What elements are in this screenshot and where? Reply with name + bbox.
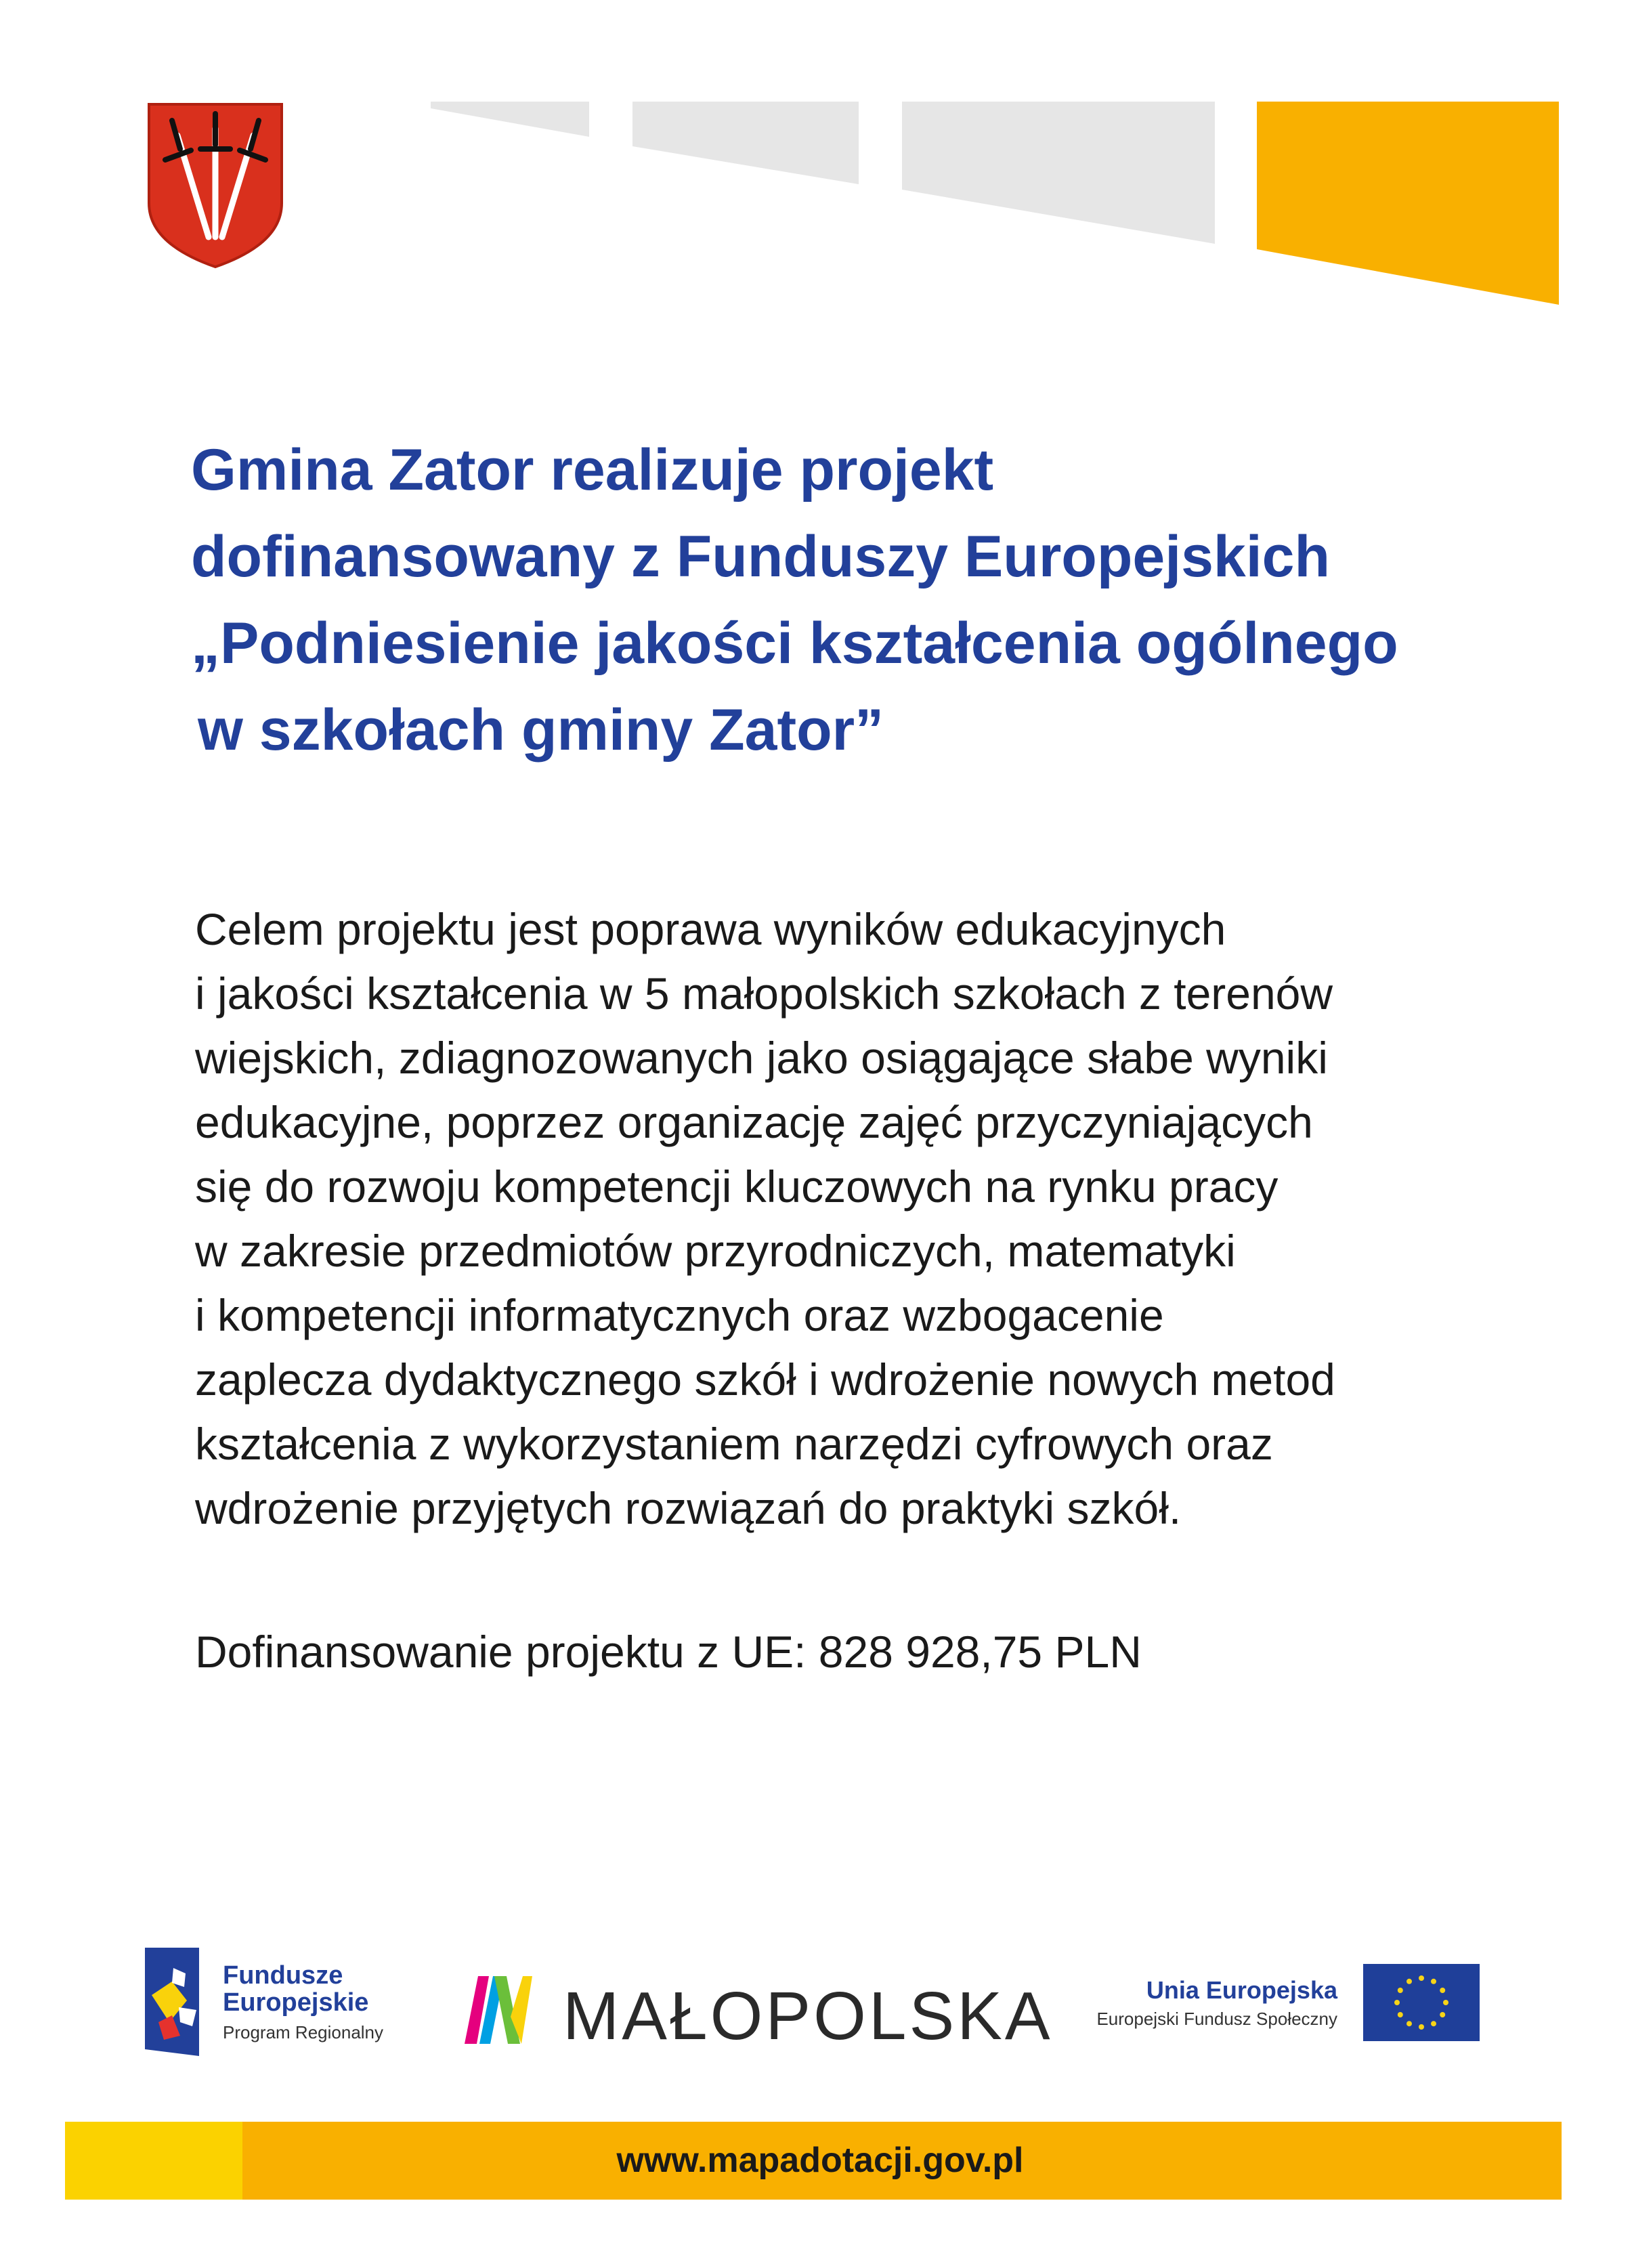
- malopolska-m-logo-icon: [465, 1969, 546, 2051]
- body-line-10: wdrożenie przyjętych rozwiązań do praktyki szkół.: [195, 1483, 1182, 1533]
- ue-logo-line-2: Europejski Fundusz Społeczny: [1096, 2009, 1337, 2029]
- decorative-header-bars: [427, 102, 1564, 312]
- body-line-7: i kompetencji informatycznych oraz wzbogacenie: [195, 1290, 1164, 1340]
- fe-logo-line-1: Fundusze: [223, 1961, 343, 1990]
- eu-star-icon: [1406, 1979, 1412, 1984]
- eu-star-icon: [1440, 1988, 1445, 1993]
- body-line-8: zaplecza dydaktycznego szkół i wdrożenie nowych metod: [195, 1354, 1335, 1405]
- malopolska-logo: [465, 1964, 1053, 2055]
- body-line-1: Celem projektu jest poprawa wyników edukacyjnych: [195, 904, 1226, 954]
- title-line-3: „Podniesienie jakości kształcenia ogólnego: [191, 611, 1398, 676]
- footer-website-link[interactable]: www.mapadotacji.gov.pl: [616, 2141, 1024, 2180]
- body-line-5: się do rozwoju kompetencji kluczowych na rynku pracy: [195, 1161, 1279, 1212]
- eu-star-icon: [1419, 2024, 1424, 2030]
- eu-flag-icon: [1363, 1964, 1480, 2041]
- eu-star-icon: [1443, 2000, 1448, 2005]
- ue-logo-line-1: Unia Europejska: [1146, 1976, 1337, 2004]
- eu-star-icon: [1431, 1979, 1436, 1984]
- footer-bar: [65, 2122, 1562, 2200]
- body-line-2: i jakości kształcenia w 5 małopolskich szkołach z terenów: [195, 968, 1333, 1019]
- fundusze-europejskie-logo-icon: [145, 1948, 206, 2056]
- page-title: [191, 427, 1545, 773]
- eu-star-icon: [1431, 2021, 1436, 2026]
- eu-star-icon: [1394, 2000, 1400, 2005]
- fundusze-europejskie-logo: [145, 1948, 402, 2056]
- body-line-6: w zakresie przedmiotów przyrodniczych, matematyki: [195, 1226, 1236, 1276]
- fe-logo-line-3: Program Regionalny: [223, 2022, 384, 2042]
- fe-logo-line-2: Europejskie: [223, 1988, 369, 2017]
- eu-star-icon: [1419, 1975, 1424, 1981]
- eu-star-icon: [1440, 2012, 1445, 2017]
- funding-amount: Dofinansowanie projektu z UE: 828 928,75 PLN: [195, 1627, 1142, 1677]
- eu-star-icon: [1398, 2012, 1403, 2017]
- eu-star-icon: [1406, 2021, 1412, 2026]
- title-line-2: dofinansowany z Funduszy Europejskich: [191, 524, 1330, 589]
- title-line-1: Gmina Zator realizuje projekt: [191, 437, 994, 502]
- project-description: [195, 897, 1549, 1541]
- malopolska-wordmark: MAŁOPOLSKA: [563, 1978, 1053, 2054]
- body-line-9: kształcenia z wykorzystaniem narzędzi cyfrowych oraz: [195, 1419, 1273, 1469]
- title-line-4: w szkołach gminy Zator”: [198, 698, 884, 763]
- eu-star-icon: [1398, 1988, 1403, 1993]
- body-line-4: edukacyjne, poprzez organizację zajęć przyczyniających: [195, 1097, 1313, 1147]
- body-line-3: wiejskich, zdiagnozowanych jako osiągające słabe wyniki: [195, 1033, 1328, 1083]
- unia-europejska-logo: [1094, 1963, 1480, 2044]
- coat-of-arms-icon: [146, 102, 284, 268]
